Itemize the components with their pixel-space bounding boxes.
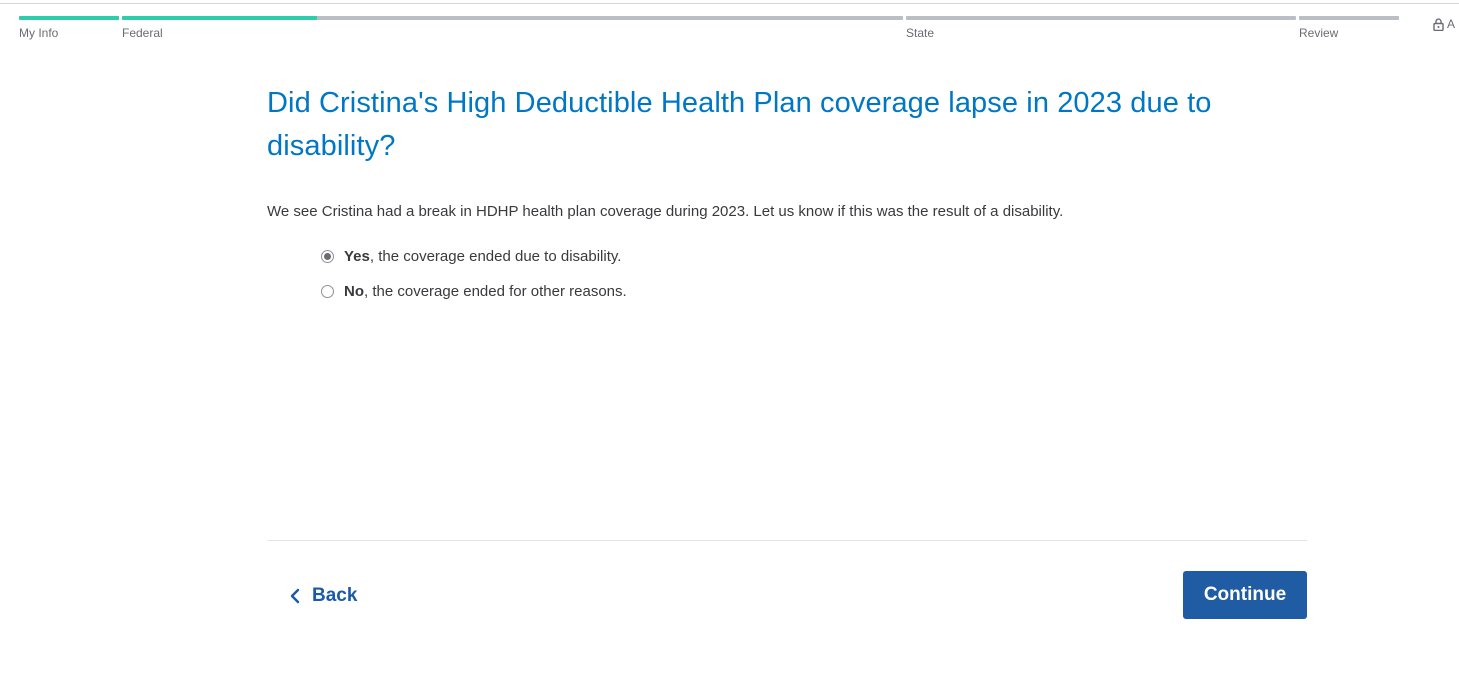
lock-icon (1433, 18, 1444, 31)
question-panel (267, 82, 1307, 315)
progress-step-my-info[interactable] (19, 16, 119, 40)
progress-step-state[interactable] (906, 16, 1296, 40)
progress-bar (906, 16, 1296, 20)
secure-label: A (1447, 17, 1456, 31)
continue-button[interactable]: Continue (1183, 571, 1307, 619)
progress-step-label: My Info (19, 26, 59, 40)
secure-indicator (1433, 16, 1459, 32)
radio-option-no[interactable] (321, 280, 1307, 302)
radio-group (321, 245, 1307, 302)
progress-step-label: Review (1299, 26, 1339, 40)
radio-option-yes[interactable] (321, 245, 1307, 267)
progress-bar (122, 16, 903, 20)
page-title: Did Cristina's High Deductible Health Plan coverage lapse in 2023 due to disability? (267, 87, 1212, 162)
radio-label-no[interactable]: No, the coverage ended for other reasons. (344, 282, 627, 300)
progress-bar (1299, 16, 1399, 20)
radio-label-yes[interactable]: Yes, the coverage ended due to disability. (344, 247, 622, 265)
progress-tracker (0, 0, 1459, 40)
question-description: We see Cristina had a break in HDHP health plan coverage during 2023. Let us know if this was the result of a disability. (267, 203, 1064, 220)
radio-button-yes[interactable] (321, 250, 334, 263)
progress-step-review[interactable] (1299, 16, 1399, 40)
footer-divider (267, 540, 1307, 541)
progress-step-label: State (906, 26, 935, 40)
progress-bar (19, 16, 119, 20)
progress-step-federal[interactable] (122, 16, 903, 40)
chevron-left-icon (290, 588, 300, 604)
back-button[interactable] (290, 581, 357, 611)
back-label: Back (312, 585, 358, 606)
radio-button-no[interactable] (321, 285, 334, 298)
progress-step-label: Federal (122, 26, 163, 40)
